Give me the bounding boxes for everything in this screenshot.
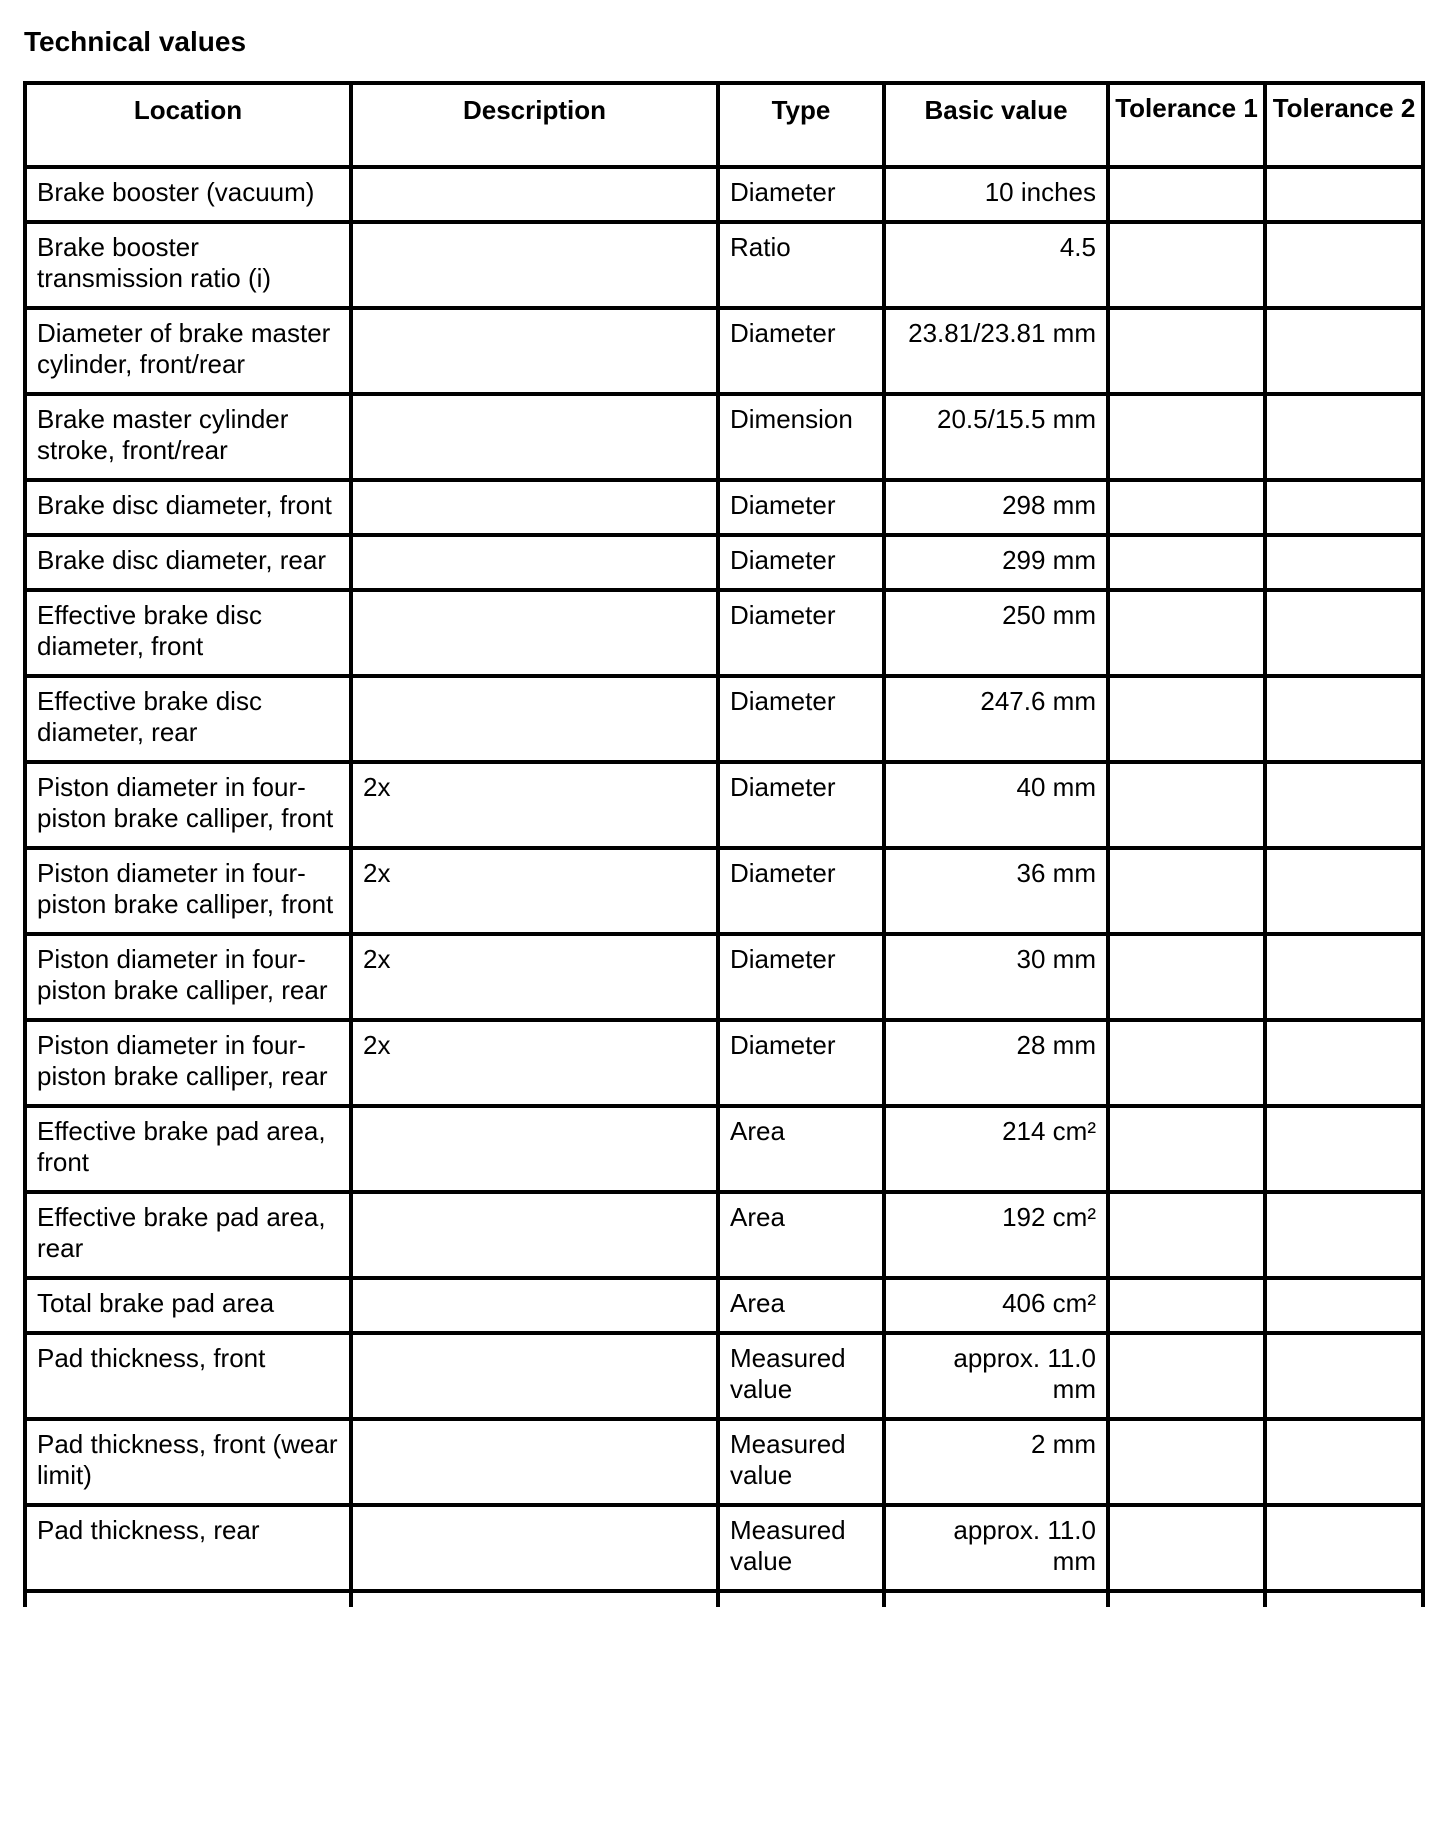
cell-empty [1108, 1591, 1265, 1607]
cell-basic-value: 192 cm² [884, 1192, 1108, 1278]
cell-location: Brake master cylinder stroke, front/rear [25, 394, 351, 480]
cell-type: Diameter [718, 590, 884, 676]
cell-description [351, 1333, 718, 1419]
column-header-type: Type [718, 83, 884, 167]
cell-tolerance-2 [1265, 1333, 1423, 1419]
cell-tolerance-2 [1265, 934, 1423, 1020]
cell-tolerance-1 [1108, 480, 1265, 535]
cell-tolerance-2 [1265, 1106, 1423, 1192]
cell-basic-value: 28 mm [884, 1020, 1108, 1106]
cell-tolerance-1 [1108, 308, 1265, 394]
cell-type: Area [718, 1192, 884, 1278]
cell-tolerance-1 [1108, 590, 1265, 676]
cell-description [351, 480, 718, 535]
table-row [25, 535, 1423, 590]
cell-description [351, 308, 718, 394]
cell-tolerance-2 [1265, 1192, 1423, 1278]
column-header-tolerance-1: Tolerance 1 [1108, 83, 1265, 167]
table-row-partial [25, 1591, 1423, 1607]
cell-location: Effective brake disc diameter, rear [25, 676, 351, 762]
cell-tolerance-1 [1108, 167, 1265, 222]
cell-location: Piston diameter in four-piston brake calliper, front [25, 848, 351, 934]
cell-type: Diameter [718, 762, 884, 848]
cell-basic-value: approx. 11.0 mm [884, 1333, 1108, 1419]
cell-description [351, 676, 718, 762]
cell-tolerance-2 [1265, 676, 1423, 762]
cell-basic-value: 250 mm [884, 590, 1108, 676]
cell-basic-value: 40 mm [884, 762, 1108, 848]
cell-empty [25, 1591, 351, 1607]
cell-location: Brake disc diameter, rear [25, 535, 351, 590]
cell-basic-value: 406 cm² [884, 1278, 1108, 1333]
cell-empty [718, 1591, 884, 1607]
table-row [25, 1192, 1423, 1278]
cell-tolerance-2 [1265, 308, 1423, 394]
cell-type: Measured value [718, 1333, 884, 1419]
table-row [25, 1020, 1423, 1106]
cell-location: Effective brake pad area, rear [25, 1192, 351, 1278]
cell-tolerance-2 [1265, 590, 1423, 676]
table-row [25, 848, 1423, 934]
cell-tolerance-2 [1265, 394, 1423, 480]
cell-description [351, 535, 718, 590]
table-row [25, 1419, 1423, 1505]
column-header-description: Description [351, 83, 718, 167]
cell-basic-value: 299 mm [884, 535, 1108, 590]
cell-description: 2x [351, 848, 718, 934]
cell-description [351, 394, 718, 480]
table-row [25, 934, 1423, 1020]
technical-values-table [23, 81, 1425, 1607]
cell-location: Piston diameter in four-piston brake calliper, rear [25, 1020, 351, 1106]
cell-location: Brake disc diameter, front [25, 480, 351, 535]
cell-tolerance-1 [1108, 222, 1265, 308]
cell-type: Diameter [718, 1020, 884, 1106]
cell-description [351, 222, 718, 308]
column-header-tolerance-2: Tolerance 2 [1265, 83, 1423, 167]
cell-basic-value: 23.81/23.81 mm [884, 308, 1108, 394]
cell-tolerance-2 [1265, 848, 1423, 934]
cell-basic-value: 30 mm [884, 934, 1108, 1020]
cell-tolerance-1 [1108, 934, 1265, 1020]
cell-basic-value: 20.5/15.5 mm [884, 394, 1108, 480]
table-row [25, 762, 1423, 848]
cell-location: Effective brake disc diameter, front [25, 590, 351, 676]
cell-type: Area [718, 1106, 884, 1192]
table-row [25, 1505, 1423, 1591]
table-row [25, 480, 1423, 535]
table-row [25, 167, 1423, 222]
cell-description: 2x [351, 762, 718, 848]
cell-basic-value: 247.6 mm [884, 676, 1108, 762]
cell-location: Pad thickness, rear [25, 1505, 351, 1591]
cell-basic-value: 298 mm [884, 480, 1108, 535]
cell-type: Diameter [718, 480, 884, 535]
cell-basic-value: 2 mm [884, 1419, 1108, 1505]
cell-location: Total brake pad area [25, 1278, 351, 1333]
table-row [25, 1333, 1423, 1419]
table-row [25, 308, 1423, 394]
table-row [25, 222, 1423, 308]
cell-location: Pad thickness, front (wear limit) [25, 1419, 351, 1505]
cell-description [351, 1278, 718, 1333]
cell-tolerance-2 [1265, 167, 1423, 222]
cell-type: Measured value [718, 1505, 884, 1591]
cell-description [351, 1419, 718, 1505]
column-header-basic-value: Basic value [884, 83, 1108, 167]
cell-tolerance-1 [1108, 1333, 1265, 1419]
column-header-location: Location [25, 83, 351, 167]
section-title: Technical values [24, 26, 247, 57]
cell-type: Measured value [718, 1419, 884, 1505]
cell-tolerance-1 [1108, 1278, 1265, 1333]
cell-basic-value: approx. 11.0 mm [884, 1505, 1108, 1591]
cell-location: Diameter of brake master cylinder, front/rear [25, 308, 351, 394]
cell-tolerance-1 [1108, 1106, 1265, 1192]
cell-description: 2x [351, 934, 718, 1020]
cell-location: Pad thickness, front [25, 1333, 351, 1419]
cell-basic-value: 10 inches [884, 167, 1108, 222]
cell-tolerance-1 [1108, 394, 1265, 480]
cell-tolerance-2 [1265, 1278, 1423, 1333]
cell-tolerance-2 [1265, 1419, 1423, 1505]
cell-empty [884, 1591, 1108, 1607]
cell-location: Effective brake pad area, front [25, 1106, 351, 1192]
cell-tolerance-2 [1265, 222, 1423, 308]
cell-location: Piston diameter in four-piston brake calliper, rear [25, 934, 351, 1020]
cell-tolerance-1 [1108, 676, 1265, 762]
cell-tolerance-2 [1265, 480, 1423, 535]
cell-description [351, 1106, 718, 1192]
cell-empty [1265, 1591, 1423, 1607]
cell-description [351, 1192, 718, 1278]
table-row [25, 1106, 1423, 1192]
cell-tolerance-1 [1108, 535, 1265, 590]
cell-tolerance-1 [1108, 762, 1265, 848]
cell-description [351, 590, 718, 676]
cell-type: Diameter [718, 934, 884, 1020]
table-row [25, 590, 1423, 676]
cell-tolerance-1 [1108, 1505, 1265, 1591]
cell-basic-value: 4.5 [884, 222, 1108, 308]
cell-tolerance-1 [1108, 1419, 1265, 1505]
cell-tolerance-2 [1265, 1505, 1423, 1591]
cell-type: Dimension [718, 394, 884, 480]
cell-empty [351, 1591, 718, 1607]
cell-basic-value: 36 mm [884, 848, 1108, 934]
cell-description [351, 1505, 718, 1591]
cell-description [351, 167, 718, 222]
table-row [25, 394, 1423, 480]
table-row [25, 1278, 1423, 1333]
cell-tolerance-2 [1265, 762, 1423, 848]
cell-type: Diameter [718, 167, 884, 222]
cell-type: Diameter [718, 848, 884, 934]
cell-location: Brake booster (vacuum) [25, 167, 351, 222]
cell-type: Diameter [718, 308, 884, 394]
cell-type: Ratio [718, 222, 884, 308]
cell-location: Brake booster transmission ratio (i) [25, 222, 351, 308]
cell-description: 2x [351, 1020, 718, 1106]
cell-tolerance-1 [1108, 1020, 1265, 1106]
cell-type: Diameter [718, 676, 884, 762]
table-row [25, 676, 1423, 762]
cell-type: Area [718, 1278, 884, 1333]
cell-tolerance-1 [1108, 1192, 1265, 1278]
cell-tolerance-1 [1108, 848, 1265, 934]
header-row [25, 83, 1423, 167]
cell-basic-value: 214 cm² [884, 1106, 1108, 1192]
cell-tolerance-2 [1265, 535, 1423, 590]
cell-tolerance-2 [1265, 1020, 1423, 1106]
cell-location: Piston diameter in four-piston brake calliper, front [25, 762, 351, 848]
cell-type: Diameter [718, 535, 884, 590]
